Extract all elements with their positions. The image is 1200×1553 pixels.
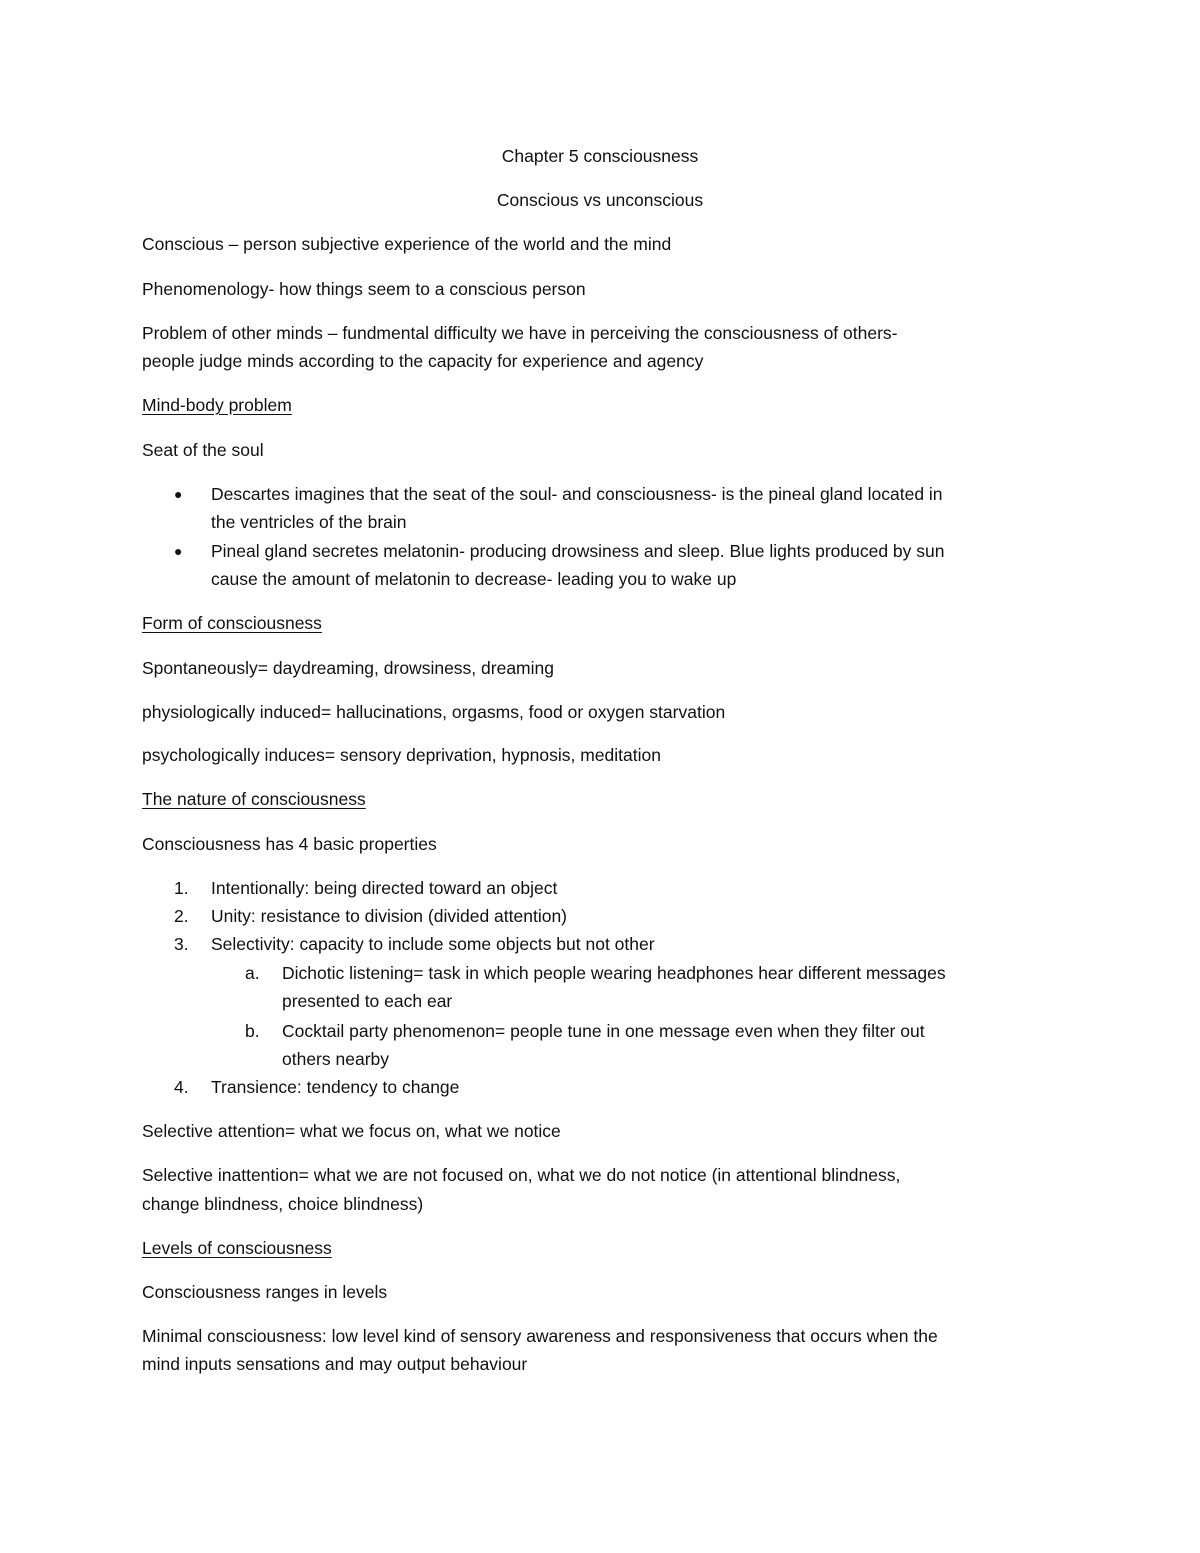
- sublist-item-dichotic-line1: Dichotic listening= task in which people wearing headphones hear different messages: [282, 963, 946, 983]
- seat-of-soul-label: Seat of the soul: [142, 440, 264, 460]
- bullet-icon: ●: [174, 486, 183, 502]
- selective-inattention-line1: Selective inattention= what we are not focused on, what we do not notice (in attentional blindness,: [142, 1165, 901, 1185]
- list-number: 1.: [174, 878, 189, 898]
- form-spontaneous: Spontaneously= daydreaming, drowsiness, dreaming: [142, 658, 554, 678]
- definition-conscious: Conscious – person subjective experience of the world and the mind: [142, 234, 672, 254]
- definition-problem-line2: people judge minds according to the capacity for experience and agency: [142, 351, 704, 371]
- section-heading-nature: The nature of consciousness: [142, 789, 366, 809]
- bullet-icon: ●: [174, 543, 183, 559]
- list-item-transience: Transience: tendency to change: [211, 1077, 460, 1097]
- list-number: 2.: [174, 906, 189, 926]
- sublist-item-cocktail-line1: Cocktail party phenomenon= people tune in one message even when they filter out: [282, 1021, 925, 1041]
- form-physiological: physiologically induced= hallucinations, orgasms, food or oxygen starvation: [142, 702, 726, 722]
- definition-phenomenology: Phenomenology- how things seem to a conscious person: [142, 279, 586, 299]
- page-subtitle: Conscious vs unconscious: [496, 190, 704, 210]
- list-item-unity: Unity: resistance to division (divided attention): [211, 906, 568, 926]
- selective-inattention-line2: change blindness, choice blindness): [142, 1194, 424, 1214]
- bullet-item-1-line2: the ventricles of the brain: [211, 512, 407, 532]
- levels-intro: Consciousness ranges in levels: [142, 1282, 388, 1302]
- bullet-item-1-line1: Descartes imagines that the seat of the soul- and consciousness- is the pineal gland located in: [211, 484, 943, 504]
- list-number: 3.: [174, 934, 189, 954]
- form-psychological: psychologically induces= sensory deprivation, hypnosis, meditation: [142, 745, 661, 765]
- section-heading-levels: Levels of consciousness: [142, 1238, 332, 1258]
- bullet-item-2-line1: Pineal gland secretes melatonin- producing drowsiness and sleep. Blue lights produced by sun: [211, 541, 945, 561]
- definition-problem-line1: Problem of other minds – fundmental difficulty we have in perceiving the consciousness of others-: [142, 323, 898, 343]
- sublist-item-cocktail-line2: others nearby: [282, 1049, 390, 1069]
- section-heading-forms: Form of consciousness: [142, 613, 322, 633]
- list-item-selectivity: Selectivity: capacity to include some objects but not other: [211, 934, 655, 954]
- bullet-item-2-line2: cause the amount of melatonin to decrease- leading you to wake up: [211, 569, 737, 589]
- page-title: Chapter 5 consciousness: [501, 146, 699, 166]
- minimal-consciousness-line2: mind inputs sensations and may output behaviour: [142, 1354, 528, 1374]
- section-heading-mind-body: Mind-body problem: [142, 395, 292, 415]
- minimal-consciousness-line1: Minimal consciousness: low level kind of sensory awareness and responsiveness that occurs when the: [142, 1326, 938, 1346]
- sublist-letter: b.: [245, 1021, 260, 1041]
- selective-attention: Selective attention= what we focus on, what we notice: [142, 1121, 561, 1141]
- sublist-letter: a.: [245, 963, 260, 983]
- list-item-intentionality: Intentionally: being directed toward an object: [211, 878, 558, 898]
- nature-intro: Consciousness has 4 basic properties: [142, 834, 437, 854]
- sublist-item-dichotic-line2: presented to each ear: [282, 991, 453, 1011]
- list-number: 4.: [174, 1077, 189, 1097]
